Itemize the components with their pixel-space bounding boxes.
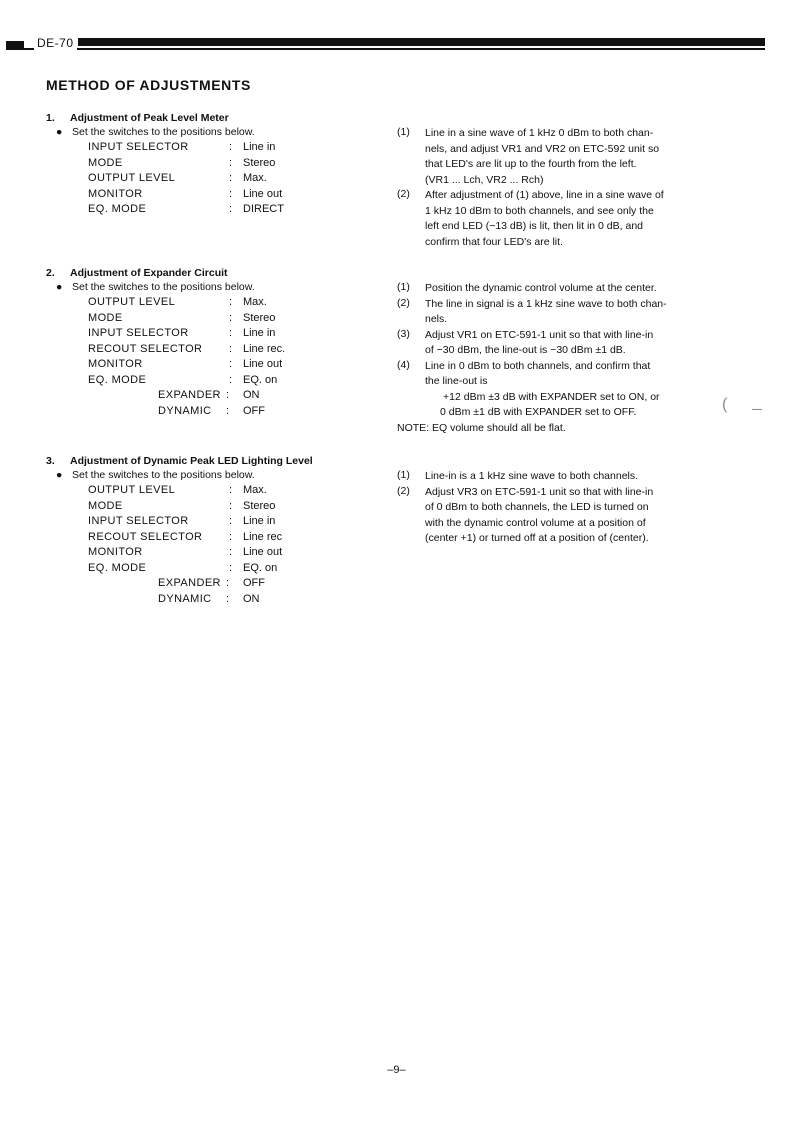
procedure-steps xyxy=(397,469,759,547)
bullet-text: Set the switches to the positions below. xyxy=(72,469,255,481)
section-title: Adjustment of Peak Level Meter xyxy=(70,112,229,124)
header-rule xyxy=(78,38,765,46)
section-number: 1. xyxy=(46,112,55,124)
section-1: 1. Adjustment of Peak Level Meter ● Set the switches to the positions below. INPUT SELECTOR : Line in MODE : Stereo OUTPUT LEVEL : Max. MONITOR : Line out EQ. MODE : DIRECT (1) Line in a sine wave of 1 kHz 0 dBm to both chan- nels, and adjust VR1 and VR2 on ETC-592 unit so that LED's are lit up to the fourth from the left. (VR1 ... Lch, VR2 ... Rch) (2) After adjustment of (1) above, line in a sine wave of 1 kHz 10 dBm to both channels, and see only the left end LED (−13 dB) is lit, then lit in 0 dB, and confirm that four LED's are lit. xyxy=(46,112,746,252)
bullet-text: Set the switches to the positions below. xyxy=(72,126,255,138)
step-item: (1) Line-in is a 1 kHz sine wave to both channels. xyxy=(397,469,639,482)
model-number: DE-70 xyxy=(34,36,77,50)
step-item: (1) Line in a sine wave of 1 kHz 0 dBm to both chan- nels, and adjust VR1 and VR2 on ETC-592 unit so that LED's are lit up to the fourth from the left. (VR1 ... Lch, VR2 ... Rch) xyxy=(397,126,660,186)
margin-scan-mark: — xyxy=(752,404,762,415)
step-item: (3) Adjust VR1 on ETC-591-1 unit so that with line-in of −30 dBm, the line-out is −30 dBm ±1 dB. xyxy=(397,327,654,356)
section-heading xyxy=(46,455,313,467)
step-item: (2) Adjust VR3 on ETC-591-1 unit so that with line-in of 0 dBm to both channels, the LED is turned on with the dynamic control volume at a position of (center +1) or turned off at a position of (center). xyxy=(397,484,654,544)
page-number: –9– xyxy=(387,1064,406,1076)
bullet-instruction xyxy=(56,126,255,138)
section-title: Adjustment of Expander Circuit xyxy=(70,267,228,279)
page-header-bar xyxy=(6,37,765,51)
bullet-instruction xyxy=(56,281,255,293)
bullet-icon: ● xyxy=(56,281,63,293)
section-title: Adjustment of Dynamic Peak LED Lighting Level xyxy=(70,455,313,467)
note-text: NOTE: EQ volume should all be flat. xyxy=(397,421,566,434)
step-item: (2) After adjustment of (1) above, line in a sine wave of 1 kHz 10 dBm to both channels, and see only the left end LED (−13 dB) is lit, then lit in 0 dB, and confirm that four LED's are lit. xyxy=(397,188,664,248)
bullet-icon: ● xyxy=(56,469,63,481)
procedure-steps xyxy=(397,281,759,436)
section-heading xyxy=(46,267,228,279)
header-block xyxy=(6,41,24,48)
section-number: 3. xyxy=(46,455,55,467)
section-3: 3. Adjustment of Dynamic Peak LED Lighting Level ● Set the switches to the positions below. OUTPUT LEVEL : Max. MODE : Stereo INPUT SELECTOR : Line in RECOUT SELECTOR : Line rec MONITOR : Line out EQ. MODE : EQ. on EXPANDER : OFF DYNAMIC : ON (1) Line-in is a 1 kHz sine wave to both channels. (2) Adjust VR3 on ETC-591-1 unit so that with line-in of 0 dBm to both channels, the LED is turned on with the dynamic control volume at a position of (center +1) or turned off at a position of (center). xyxy=(46,455,746,615)
section-number: 2. xyxy=(46,267,55,279)
bullet-text: Set the switches to the positions below. xyxy=(72,281,255,293)
step-item: (4) Line in 0 dBm to both channels, and confirm that the line-out is +12 dBm ±3 dB with EXPANDER set to ON, or 0 dBm ±1 dB with EXPANDER set to OFF. NOTE: EQ volume should all be flat. xyxy=(397,359,759,437)
bullet-icon: ● xyxy=(56,126,63,138)
section-2: 2. Adjustment of Expander Circuit ● Set the switches to the positions below. OUTPUT LEVEL : Max. MODE : Stereo INPUT SELECTOR : Line in RECOUT SELECTOR : Line rec. MONITOR : Line out EQ. MODE : EQ. on EXPANDER : ON DYNAMIC : OFF (1) Position the dynamic control volume at the center. (2) The line in signal is a 1 kHz sine wave to both chan- nels. (3) Adjust VR1 on ETC-591-1 unit so that with line-in of −30 dBm, the line-out is −30 dBm ±1 dB. (4) Line in 0 dBm to both channels, and confirm that the line-out is +12 dBm ±3 dB with EXPANDER set to ON, or 0 dBm ±1 dB with EXPANDER set to OFF. NOTE: EQ volume should all be flat. xyxy=(46,267,746,437)
margin-scan-mark: ( xyxy=(722,396,728,413)
procedure-steps xyxy=(397,126,759,250)
step-item: (1) Position the dynamic control volume at the center. xyxy=(397,281,657,294)
header-underline xyxy=(6,48,765,50)
section-heading xyxy=(46,112,229,124)
page-title: METHOD OF ADJUSTMENTS xyxy=(46,77,251,93)
bullet-instruction xyxy=(56,469,255,481)
step-item: (2) The line in signal is a 1 kHz sine wave to both chan- nels. xyxy=(397,296,667,325)
